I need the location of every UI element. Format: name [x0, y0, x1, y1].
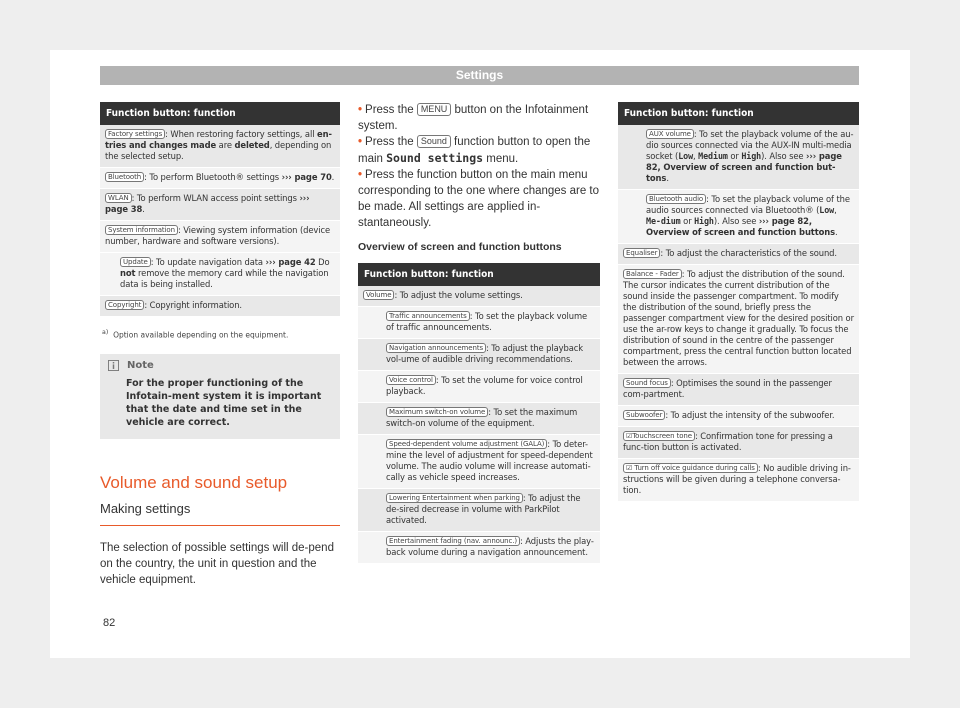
- function-button-label: Update: [120, 257, 151, 267]
- footnote: $^{a)}$ Option available depending on the equipment.: [102, 329, 289, 340]
- table-row: Volume : To adjust the volume settings.: [358, 286, 600, 307]
- function-button-label: Subwoofer: [623, 410, 665, 420]
- function-button-label: Traffic announcements: [386, 311, 470, 321]
- table-row: Subwoofer : To adjust the intensity of the subwoofer.: [618, 406, 859, 427]
- page-header: Settings: [100, 66, 859, 85]
- table-head: Function button: function: [100, 102, 340, 125]
- page-reference[interactable]: ››› page 38: [105, 193, 310, 214]
- table-row: Equaliser : To adjust the characteristics of the sound.: [618, 244, 859, 265]
- sound-key-label: Sound: [417, 135, 451, 148]
- bullet-icon: •: [358, 169, 363, 181]
- table-row: Copyright : Copyright information.: [100, 296, 340, 317]
- table-row: Update : To update navigation data ››› page 42 Do not remove the memory card while the navigation data is being installed.: [100, 253, 340, 296]
- function-button-label: Lowering Entertainment when parking: [386, 493, 523, 503]
- table-row: Bluetooth : To perform Bluetooth® settings ››› page 70.: [100, 168, 340, 189]
- table-row: Sound focus : Optimises the sound in the passenger com-partment.: [618, 374, 859, 406]
- function-button-label: System information: [105, 225, 178, 235]
- page-reference[interactable]: ››› page 82, Overview of screen and function buttons: [646, 216, 836, 237]
- page-reference[interactable]: ››› page 82, Overview of screen and function but-tons: [646, 151, 842, 183]
- section-title: Volume and sound setup: [100, 472, 288, 492]
- table-row: WLAN : To perform WLAN access point settings ››› page 38.: [100, 189, 340, 221]
- note-box: [100, 354, 340, 439]
- bullet-icon: •: [358, 136, 363, 148]
- function-button-label: Equaliser: [623, 248, 660, 258]
- instruction-step: • Press the function button on the main menu corresponding to the one where changes are to be made. All settings are applied in-stantaneously.: [358, 169, 600, 229]
- table-row: Speed-dependent volume adjustment (GALA) : To deter-mine the level of adjustment for speed-dependent volume. The audio volume will increase automati-cally as vehicle speed increases.: [358, 435, 600, 489]
- function-button-label: Sound focus: [623, 378, 671, 388]
- table-row: ☑ Turn off voice guidance during calls : No audible driving in-structions will be given during a telephone conversa-tion.: [618, 459, 859, 502]
- body-paragraph: The selection of possible settings will de-pend on the country, the unit in question and the vehicle equipment.: [100, 541, 334, 586]
- function-button-label: Speed-dependent volume adjustment (GALA): [386, 439, 547, 449]
- function-button-label: Bluetooth audio: [646, 194, 706, 204]
- table-row: Entertainment fading (nav. announc.) : Adjusts the play-back volume during a navigation announcement.: [358, 532, 600, 564]
- function-button-label: Volume: [363, 290, 394, 300]
- page-reference[interactable]: ››› page 42: [265, 257, 316, 267]
- column-left: [100, 102, 340, 588]
- checkbox-icon: ☑: [626, 464, 633, 472]
- function-button-label: Navigation announcements: [386, 343, 486, 353]
- section-subtitle: Making settings: [100, 501, 340, 526]
- page-number: 82: [103, 617, 116, 629]
- checkbox-icon: ☑: [626, 432, 633, 440]
- function-button-label: Copyright: [105, 300, 144, 310]
- table-row: Bluetooth audio : To set the playback volume of the audio sources connected via Bluetooth® (Low, Me-dium or High). Also see ››› page 82, Overview of screen and function buttons.: [618, 190, 859, 244]
- instruction-step: • Press the MENU button on the Infotainment system.: [358, 104, 589, 132]
- function-button-label: WLAN: [105, 193, 132, 203]
- table-row: Navigation announcements : To adjust the playback vol-ume of audible driving recommendations.: [358, 339, 600, 371]
- function-button-label: Balance - Fader: [623, 269, 682, 279]
- function-button-label: Maximum switch-on volume: [386, 407, 488, 417]
- table-row: Lowering Entertainment when parking : To adjust the de-sired decrease in volume with ParkPilot activated.: [358, 489, 600, 532]
- table-head: Function button: function: [618, 102, 859, 125]
- table-row: Maximum switch-on volume : To set the maximum switch-on volume of the equipment.: [358, 403, 600, 435]
- overview-heading: Overview of screen and function buttons: [358, 241, 562, 253]
- column-middle: [358, 102, 600, 564]
- instruction-step: • Press the Sound function button to open the main Sound settings menu.: [358, 136, 591, 165]
- function-button-label: ☑Touchscreen tone: [623, 431, 695, 441]
- menu-key-label: MENU: [417, 103, 452, 116]
- note-text: For the proper functioning of the Infotain-ment system it is important that the date and time set in the vehicle are correct.: [126, 377, 322, 428]
- function-button-label: ☑ Turn off voice guidance during calls: [623, 463, 758, 473]
- info-icon: [108, 360, 119, 371]
- column-right: [618, 102, 859, 502]
- note-title: Note: [127, 359, 154, 371]
- table-row: AUX volume : To set the playback volume of the au-dio sources connected via the AUX-IN multi-media socket (Low, Medium or High). Also see ››› page 82, Overview of screen and function but-tons.: [618, 125, 859, 190]
- bullet-icon: •: [358, 104, 363, 116]
- table-row: Traffic announcements : To set the playback volume of traffic announcements.: [358, 307, 600, 339]
- function-button-label: Bluetooth: [105, 172, 144, 182]
- table-row: ☑Touchscreen tone : Confirmation tone for pressing a func-tion button is activated.: [618, 427, 859, 459]
- function-button-label: Voice control: [386, 375, 436, 385]
- table-row: Balance - Fader : To adjust the distribution of the sound. The cursor indicates the current distribution of the sound inside the passenger compartment. To modify the distribution of the sound, briefly press the passenger compartment view for the desired position or use the ar-row keys to change it gradually. To focus the distribution of sound in the centre of the passenger compartment, press the central function button located between the arrows.: [618, 265, 859, 374]
- function-button-label: Entertainment fading (nav. announc.): [386, 536, 520, 546]
- function-table: [358, 263, 600, 564]
- table-row: Voice control : To set the volume for voice control playback.: [358, 371, 600, 403]
- function-button-label: Factory settings: [105, 129, 165, 139]
- table-row: Factory settings : When restoring factory settings, all en-tries and changes made are deleted, depending on the selected setup.: [100, 125, 340, 168]
- table-row: System information : Viewing system information (device number, hardware and software versions).: [100, 221, 340, 253]
- page-reference[interactable]: ››› page 70: [281, 172, 332, 182]
- table-head: Function button: function: [358, 263, 600, 286]
- function-button-label: AUX volume: [646, 129, 694, 139]
